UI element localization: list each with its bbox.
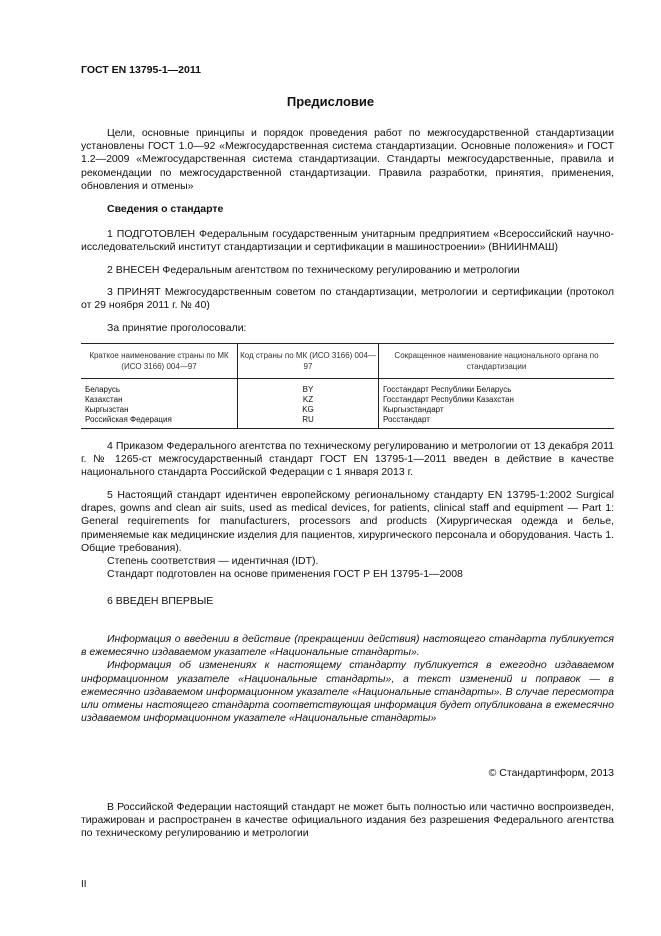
cell-body: Госстандарт Республики Казахстан xyxy=(383,395,514,404)
cell-country: Казахстан xyxy=(81,395,238,405)
copyright: © Стандартинформ, 2013 xyxy=(488,767,614,779)
rights-paragraph: В Российской Федерации настоящий стандарт не может быть полностью или частично воспроизведен, тиражирован и распространен в качестве официального издания без разрешения Федерального агентства по техническому регулированию и метрологии xyxy=(81,801,614,840)
document-header: ГОСТ EN 13795-1—2011 xyxy=(81,64,201,76)
column-header-code: Код страны по МК (ИСО 3166) 004—97 xyxy=(238,344,379,379)
cell-body: Кыргызстандарт xyxy=(383,405,444,414)
voting-table xyxy=(81,343,614,429)
item-4-block xyxy=(81,440,614,480)
table-row xyxy=(81,379,614,396)
table-row xyxy=(81,395,614,405)
intro-paragraph: Цели, основные принципы и порядок проведения работ по межгосударственной стандартизации установлены ГОСТ 1.0—92 «Межгосударственная система стандартизации. Основные положения» и ГОСТ 1.2—2009 «Межгосударственная система стандартизации. Стандарты межгосударственные, правила и рекомендации по межгосударственной стандартизации. Правила разработки, принятия, применения, обновления и отмены» xyxy=(81,127,614,192)
intro-block xyxy=(81,127,614,193)
item-1-block xyxy=(81,228,614,254)
item-3: 3 ПРИНЯТ Межгосударственным советом по стандартизации, метрологии и сертификации (протокол от 29 ноября 2011 г. № 40) xyxy=(81,286,614,312)
column-header-country: Краткое наименование страны по МК (ИСО 3166) 004—97 xyxy=(81,344,238,379)
cell-code: KZ xyxy=(238,395,379,405)
item-4: 4 Приказом Федерального агентства по техническому регулированию и метрологии от 13 декабря 2011 г. № 1265-ст межгосударственный стандарт ГОСТ EN 13795-1—2011 введен в действие в качестве национального стандарта Российской Федерации с 1 января 2013 г. xyxy=(81,440,614,479)
notice-paragraph-2: Информация об изменениях к настоящему стандарту публикуется в ежегодно издаваемом информационном указателе «Национальные стандарты», а текст изменений и поправок — в ежемесячно издаваемом информационном указателе «Национальные стандарты». В случае пересмотра или отмены настоящего стандарта соответствующая информация будет опубликована в ежемесячно издаваемом информационном указателе «Национальные стандарты» xyxy=(81,659,614,725)
info-heading-block xyxy=(81,203,614,216)
table-row xyxy=(81,415,614,429)
cell-code: KG xyxy=(238,405,379,415)
cell-body: Госстандарт Республики Беларусь xyxy=(383,385,512,394)
item-6: 6 ВВЕДЕН ВПЕРВЫЕ xyxy=(107,595,214,607)
item-1: 1 ПОДГОТОВЛЕН Федеральным государственным унитарным предприятием «Всероссийский научно-исследовательский институт стандартизации и сертификации в машиностроении» (ВНИИНМАШ) xyxy=(81,228,614,254)
item-6-block xyxy=(81,595,614,608)
table-row xyxy=(81,405,614,415)
cell-body: Росстандарт xyxy=(379,415,615,429)
table-header-row xyxy=(81,344,614,379)
item-3-block xyxy=(81,286,614,312)
item-5-basis: Стандарт подготовлен на основе применения ГОСТ Р ЕН 13795-1—2008 xyxy=(107,568,463,581)
item-5-conformity: Степень соответствия — идентичная (IDT). xyxy=(107,555,319,568)
cell-code: BY xyxy=(238,379,379,396)
cell-country: Российская Федерация xyxy=(81,415,238,429)
item-5: 5 Настоящий стандарт идентичен европейскому региональному стандарту EN 13795-1:2002 Surgical drapes, gowns and clean air suits, used as medical devices, for patients, clinical staff and equipment — Part 1: General requirements for manufacturers, processors and products (Хирургическая одежда и белье, применяемые как медицинские изделия для пациентов, хирургического персонала и оборудования. Часть 1. Общие требования). xyxy=(81,489,614,554)
item-2: 2 ВНЕСЕН Федеральным агентством по техническому регулированию и метрологии xyxy=(107,264,520,276)
cell-code: RU xyxy=(238,415,379,429)
voted-block xyxy=(81,322,614,335)
notice-block xyxy=(81,633,614,725)
page-number: II xyxy=(81,879,87,890)
page-title: Предисловие xyxy=(286,94,375,109)
cell-country: Беларусь xyxy=(81,379,238,396)
rights-block xyxy=(81,801,614,841)
item-2-block xyxy=(81,264,614,277)
notice-paragraph-1: Информация о введении в действие (прекращении действия) настоящего стандарта публикуется в ежемесячно издаваемом указателе «Национальные стандарты». xyxy=(81,633,614,659)
column-header-body: Сокращенное наименование национального органа по стандартизации xyxy=(379,344,615,379)
cell-country: Кыргызстан xyxy=(81,405,238,415)
voted-label: За принятие проголосовали: xyxy=(107,322,247,334)
item-5-block xyxy=(81,489,614,581)
info-heading: Сведения о стандарте xyxy=(107,203,224,215)
